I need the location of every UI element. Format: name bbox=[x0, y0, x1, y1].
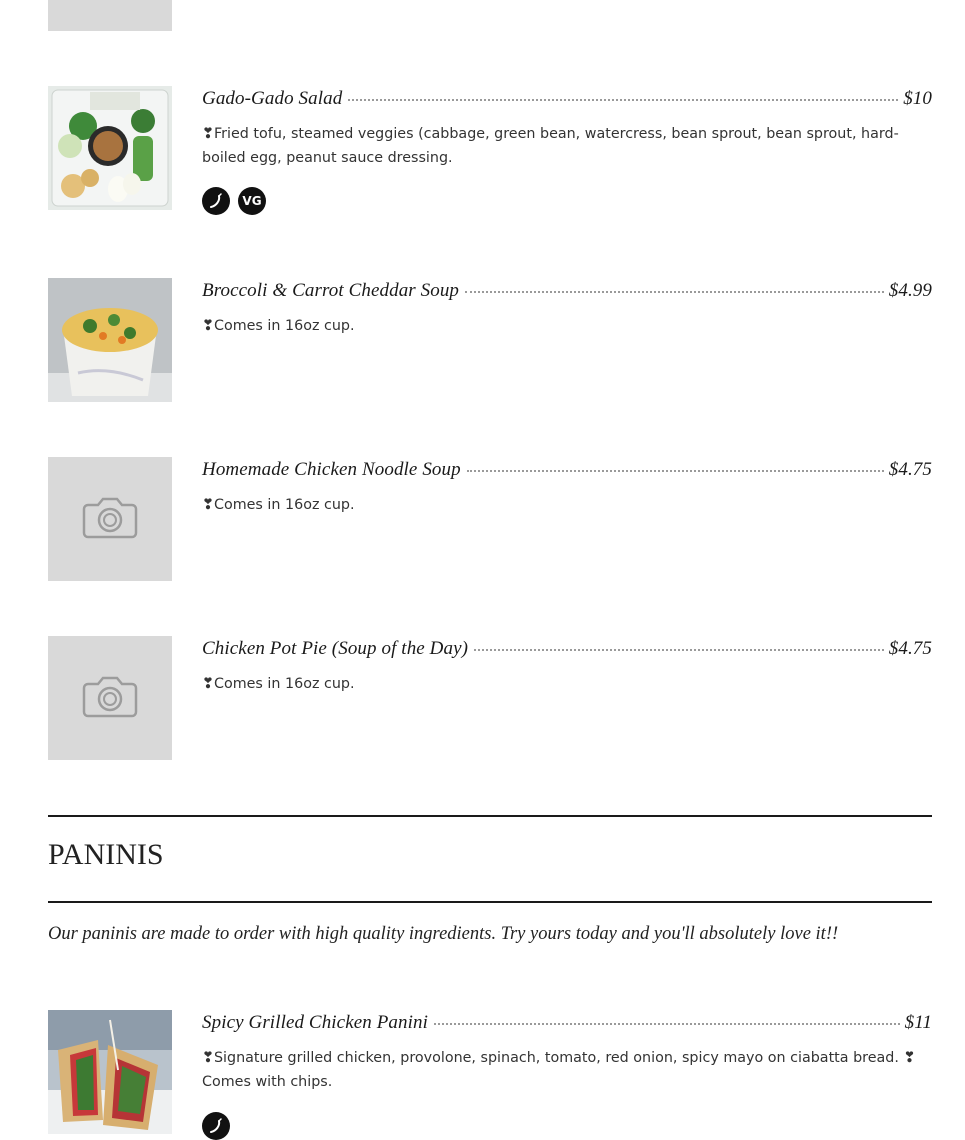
menu-item-description: ❣Comes in 16oz cup. bbox=[202, 497, 355, 513]
dotted-leader bbox=[434, 1023, 900, 1025]
menu-item-price: $4.75 bbox=[888, 638, 932, 659]
section-divider-bottom bbox=[48, 901, 932, 903]
menu-item-description: ❣Signature grilled chicken, provolone, spinach, tomato, red onion, spicy mayo on ciabatta bread. ❣Comes with chips. bbox=[202, 1050, 916, 1090]
dotted-leader bbox=[465, 291, 884, 293]
menu-item-price: $4.75 bbox=[888, 459, 932, 480]
section-description: Our paninis are made to order with high quality ingredients. Try yours today and you'll absolutely love it!! bbox=[48, 924, 839, 944]
menu-item-name: Homemade Chicken Noodle Soup bbox=[202, 459, 461, 480]
dotted-leader bbox=[474, 649, 884, 651]
spicy-chili-icon bbox=[202, 187, 230, 215]
menu-item-spicy-grilled-chicken-panini bbox=[202, 1012, 932, 1140]
menu-item-image-placeholder[interactable] bbox=[48, 0, 172, 31]
menu-item-description: ❣Fried tofu, steamed veggies (cabbage, green bean, watercress, bean sprout, bean sprout, hard-boiled egg, peanut sauce dressing. bbox=[202, 126, 899, 166]
menu-item-price: $10 bbox=[903, 88, 932, 109]
camera-icon bbox=[48, 457, 172, 581]
menu-item-description: ❣Comes in 16oz cup. bbox=[202, 676, 355, 692]
section-title: PANINIS bbox=[48, 838, 164, 871]
spicy-chili-icon bbox=[202, 1112, 230, 1140]
menu-item-price: $11 bbox=[904, 1012, 932, 1033]
menu-item-broccoli-carrot-cheddar-soup bbox=[202, 280, 932, 338]
menu-item-homemade-chicken-noodle-soup bbox=[202, 459, 932, 517]
dotted-leader bbox=[348, 99, 898, 101]
menu-item-price: $4.99 bbox=[888, 280, 932, 301]
menu-item-name: Chicken Pot Pie (Soup of the Day) bbox=[202, 638, 469, 659]
menu-item-name: Gado-Gado Salad bbox=[202, 88, 343, 109]
menu-item-gado-gado-salad bbox=[202, 88, 932, 215]
dotted-leader bbox=[467, 470, 884, 472]
menu-item-name: Spicy Grilled Chicken Panini bbox=[202, 1012, 428, 1033]
chicken-noodle-soup-image-placeholder[interactable] bbox=[48, 457, 172, 581]
broccoli-cheddar-soup-image[interactable] bbox=[48, 278, 172, 402]
menu-item-description: ❣Comes in 16oz cup. bbox=[202, 318, 355, 334]
section-divider-top bbox=[48, 815, 932, 817]
gado-gado-salad-image[interactable] bbox=[48, 86, 172, 210]
menu-item-name: Broccoli & Carrot Cheddar Soup bbox=[202, 280, 460, 301]
camera-icon bbox=[48, 636, 172, 760]
chicken-pot-pie-image-placeholder[interactable] bbox=[48, 636, 172, 760]
spicy-grilled-chicken-panini-image[interactable] bbox=[48, 1010, 172, 1134]
menu-item-chicken-pot-pie bbox=[202, 638, 932, 696]
vegan-badge-icon: VG bbox=[238, 187, 266, 215]
